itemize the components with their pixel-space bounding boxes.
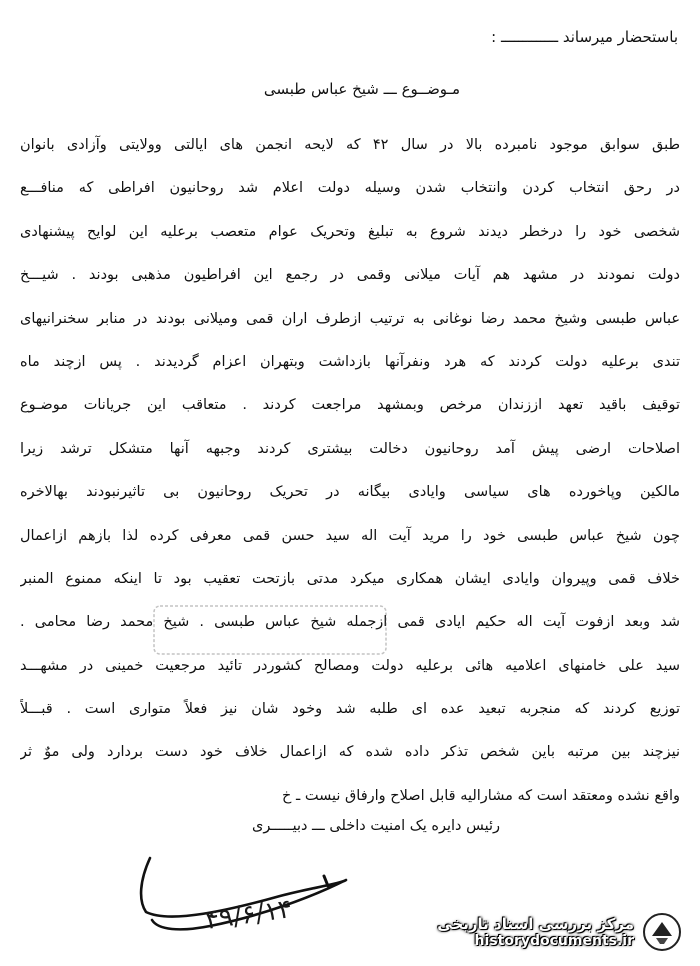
body-line: شد وبعد ازفوت آیت اله حکیم ایادی قمی ازجمله شیخ عباس طبسی . شیخ محمد رضا محامی .: [20, 614, 680, 631]
body-line: خلاف قمی وپیروان وایادی ایشان همکاری میکرد مدتی بازتحت تعقیب بود تا اینکه ممنوع المنبر: [20, 570, 680, 587]
signature-title: رئیس دایره یک امنیت داخلی ـــ دبیـــــری: [251, 818, 500, 834]
body-line: مالکین وپاخورده های سیاسی وایادی بیگانه در تحریک روحانیون بی تاثیرنبودند بهالاخره: [20, 484, 680, 501]
body-line: واقع نشده ومعتقد است که مشارالیه قابل اصلاح وارفاق نیست ـ خ: [282, 787, 680, 804]
body-line: دولت نمودند در مشهد هم آیات میلانی وقمی در رجمع این افراطیون مذهبی بودند . شیـــخ: [20, 267, 680, 284]
body-line: تندی برعلیه دولت کردند که هرد ونفرآنها بازداشت وبتهران اعزام گردیدند . پس ازچند ماه: [20, 353, 680, 370]
watermark-name: مرکز بررسی اسناد تاریخی: [437, 915, 634, 933]
faded-stamp: [150, 600, 390, 660]
watermark: [437, 912, 682, 952]
recipient-line: باستحضار میرساند ـــــــــــــ :: [491, 28, 678, 46]
archive-logo-icon: [642, 912, 682, 952]
document-body: [20, 124, 680, 818]
body-line: توقیف باقید تعهد اززندان مرخص وبمشهد مراجعت کردند . متعاقب این جریانات موضـوع: [20, 397, 680, 414]
watermark-url: historydocuments.ir: [474, 933, 634, 949]
body-line: عباس طبسی وشیخ محمد رضا نوغانی به ترتیب ازطرف اران قمی ومیلانی بودند در منابر سخنرانیهای: [20, 310, 680, 327]
handwritten-signature: [110, 840, 350, 950]
body-line: اصلاحات ارضی پیش آمد روحانیون دخالت بیشتری کردند وجبهه آنها متشکل ترشد زیرا: [20, 440, 680, 457]
body-line: شخصی خود را درخطر دیدند شروع به تبلیغ وتحریک عوام متعصب برعلیه این لوایح پیشنهادی: [20, 223, 680, 240]
watermark-text: [437, 915, 634, 949]
body-line: چون شیخ عباس طبسی خود را مرید آیت اله سید حسن قمی معرفی کرده لذا بازهم ازاعمال: [20, 527, 680, 544]
subject-line: مـوضــوع ـــ شیخ عباس طبسی: [263, 80, 460, 98]
body-line: نیزچند بین مرتبه باین شخص تذکر داده شده که ازاعمال خلاف خود دست بردارد ولی موٌ ثر: [20, 744, 680, 761]
body-line: سید علی خامنهای اعلامیه هائی برعلیه دولت ومصالح کشوردر تائید مرجعیت خمینی در مشهـــد: [20, 657, 680, 674]
body-line: طبق سوابق موجود نامبرده بالا در سال ۴۲ که لایحه انجمن های ایالتی وولایتی وآزادی بانوان: [20, 137, 680, 153]
body-line: توزیع کردند که منجربه تبعید عده ای طلبه شد وخود شان نیز فعلاً متواری است . قبـــلاً: [20, 701, 680, 718]
body-line: در رحق انتخاب کردن وانتخاب شدن وسیله دولت اعلام شد روحانیون افراطی که منافـــع: [20, 180, 680, 197]
handwritten-date: ۴۹/۶/۱۴: [203, 894, 295, 936]
